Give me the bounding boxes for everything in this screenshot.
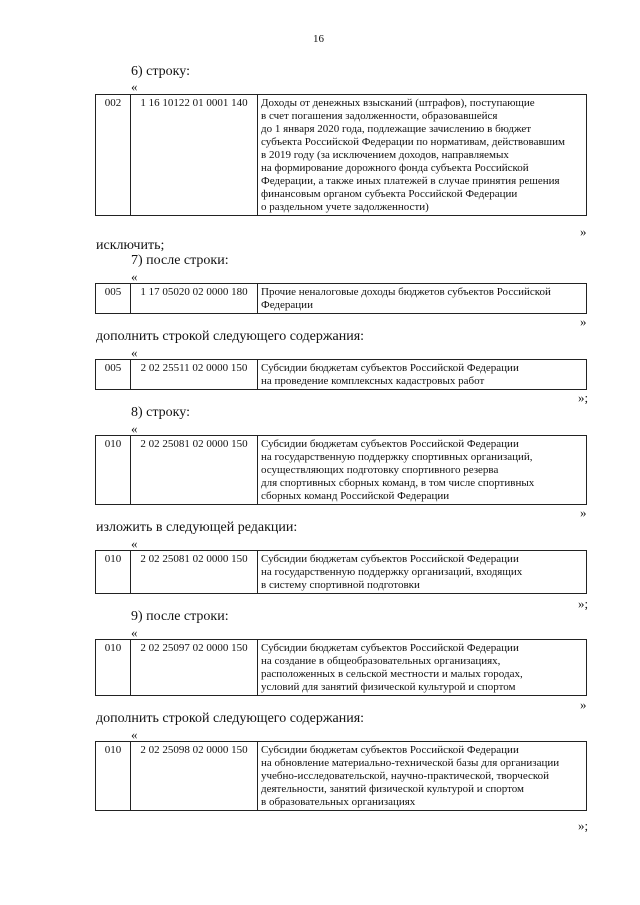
description-line: осуществляющих подготовку спортивного резерва	[261, 464, 499, 476]
description-line: о раздельном учете задолженности)	[261, 201, 429, 213]
description-line: Федерации	[261, 299, 313, 311]
description-cell	[258, 95, 587, 216]
admin-code-cell: 010	[96, 640, 131, 696]
description-line: до 1 января 2020 года, подлежащие зачислению в бюджет	[261, 123, 532, 135]
description-cell	[258, 551, 587, 594]
description-line: на создание в общеобразовательных организациях,	[261, 655, 501, 667]
description-cell	[258, 436, 587, 505]
code-row-table	[95, 283, 587, 314]
table-row	[96, 284, 587, 314]
item-heading: 8) строку:	[131, 405, 190, 420]
open-quote: «	[131, 727, 138, 742]
budget-code-cell: 1 17 05020 02 0000 180	[131, 284, 258, 314]
amendment-action: изложить в следующей редакции:	[96, 520, 298, 535]
description-line: в 2019 году (за исключением доходов, направляемых	[261, 149, 509, 161]
open-quote: «	[131, 421, 138, 436]
description-line: Прочие неналоговые доходы бюджетов субъектов Российской	[261, 286, 551, 298]
close-quote: »	[580, 224, 587, 239]
admin-code-cell: 010	[96, 551, 131, 594]
budget-code-cell: 2 02 25081 02 0000 150	[131, 551, 258, 594]
description-line: Субсидии бюджетам субъектов Российской Федерации	[261, 642, 519, 654]
item-heading: 6) строку:	[131, 64, 190, 79]
table-row	[96, 742, 587, 811]
description-cell	[258, 742, 587, 811]
budget-code-cell: 2 02 25511 02 0000 150	[131, 360, 258, 390]
admin-code-cell: 010	[96, 742, 131, 811]
open-quote: «	[131, 269, 138, 284]
close-quote: »	[580, 505, 587, 520]
open-quote: «	[131, 625, 138, 640]
table-row	[96, 640, 587, 696]
close-quote: »;	[578, 390, 589, 405]
table-row	[96, 436, 587, 505]
admin-code-cell: 005	[96, 284, 131, 314]
amendment-action: исключить;	[96, 238, 165, 253]
amendment-action: дополнить строкой следующего содержания:	[96, 711, 365, 726]
description-line: Субсидии бюджетам субъектов Российской Федерации	[261, 362, 519, 374]
description-line: на формирование дорожного фонда субъекта Российской	[261, 162, 529, 174]
description-line: условий для занятий физической культурой и спортом	[261, 681, 516, 693]
description-line: Субсидии бюджетам субъектов Российской Федерации	[261, 744, 519, 756]
item-heading: 7) после строки:	[131, 253, 229, 268]
description-line: Федерации, а также иных платежей в случае принятия решения	[261, 175, 560, 187]
description-line: на обновление материально-технической базы для организации	[261, 757, 560, 769]
description-cell	[258, 284, 587, 314]
description-line: сборных команд Российской Федерации	[261, 490, 450, 502]
description-line: деятельности, занятий физической культурой и спортом	[261, 783, 524, 795]
open-quote: «	[131, 345, 138, 360]
item-heading: 9) после строки:	[131, 609, 229, 624]
description-line: на проведение комплексных кадастровых работ	[261, 375, 485, 387]
description-cell	[258, 360, 587, 390]
description-line: в счет погашения задолженности, образовавшейся	[261, 110, 498, 122]
description-cell	[258, 640, 587, 696]
description-line: на государственную поддержку организаций, входящих	[261, 566, 523, 578]
code-row-table	[95, 435, 587, 505]
description-line: субъекта Российской Федерации по нормативам, действовавшим	[261, 136, 565, 148]
table-row	[96, 95, 587, 216]
code-row-table	[95, 359, 587, 390]
description-line: расположенных в сельской местности и малых городах,	[261, 668, 523, 680]
description-line: в образовательных организациях	[261, 796, 416, 808]
page-number: 16	[313, 33, 324, 45]
description-line: Доходы от денежных взысканий (штрафов), поступающие	[261, 97, 535, 109]
budget-code-cell: 1 16 10122 01 0001 140	[131, 95, 258, 216]
close-quote: »	[580, 697, 587, 712]
code-row-table	[95, 639, 587, 696]
open-quote: «	[131, 79, 138, 94]
code-row-table	[95, 550, 587, 594]
budget-code-cell: 2 02 25098 02 0000 150	[131, 742, 258, 811]
description-line: Субсидии бюджетам субъектов Российской Федерации	[261, 438, 519, 450]
close-quote: »	[580, 314, 587, 329]
code-row-table	[95, 94, 587, 216]
table-row	[96, 551, 587, 594]
amendment-action: дополнить строкой следующего содержания:	[96, 329, 365, 344]
admin-code-cell: 010	[96, 436, 131, 505]
description-line: для спортивных сборных команд, в том числе спортивных	[261, 477, 535, 489]
code-row-table	[95, 741, 587, 811]
admin-code-cell: 002	[96, 95, 131, 216]
description-line: в систему спортивной подготовки	[261, 579, 420, 591]
description-line: Субсидии бюджетам субъектов Российской Федерации	[261, 553, 519, 565]
budget-code-cell: 2 02 25081 02 0000 150	[131, 436, 258, 505]
table-row	[96, 360, 587, 390]
description-line: на государственную поддержку спортивных организаций,	[261, 451, 533, 463]
description-line: учебно-исследовательской, научно-практической, творческой	[261, 770, 550, 782]
close-quote: »;	[578, 818, 589, 833]
budget-code-cell: 2 02 25097 02 0000 150	[131, 640, 258, 696]
close-quote: »;	[578, 596, 589, 611]
open-quote: «	[131, 536, 138, 551]
admin-code-cell: 005	[96, 360, 131, 390]
description-line: финансовым органом субъекта Российской Федерации	[261, 188, 518, 200]
